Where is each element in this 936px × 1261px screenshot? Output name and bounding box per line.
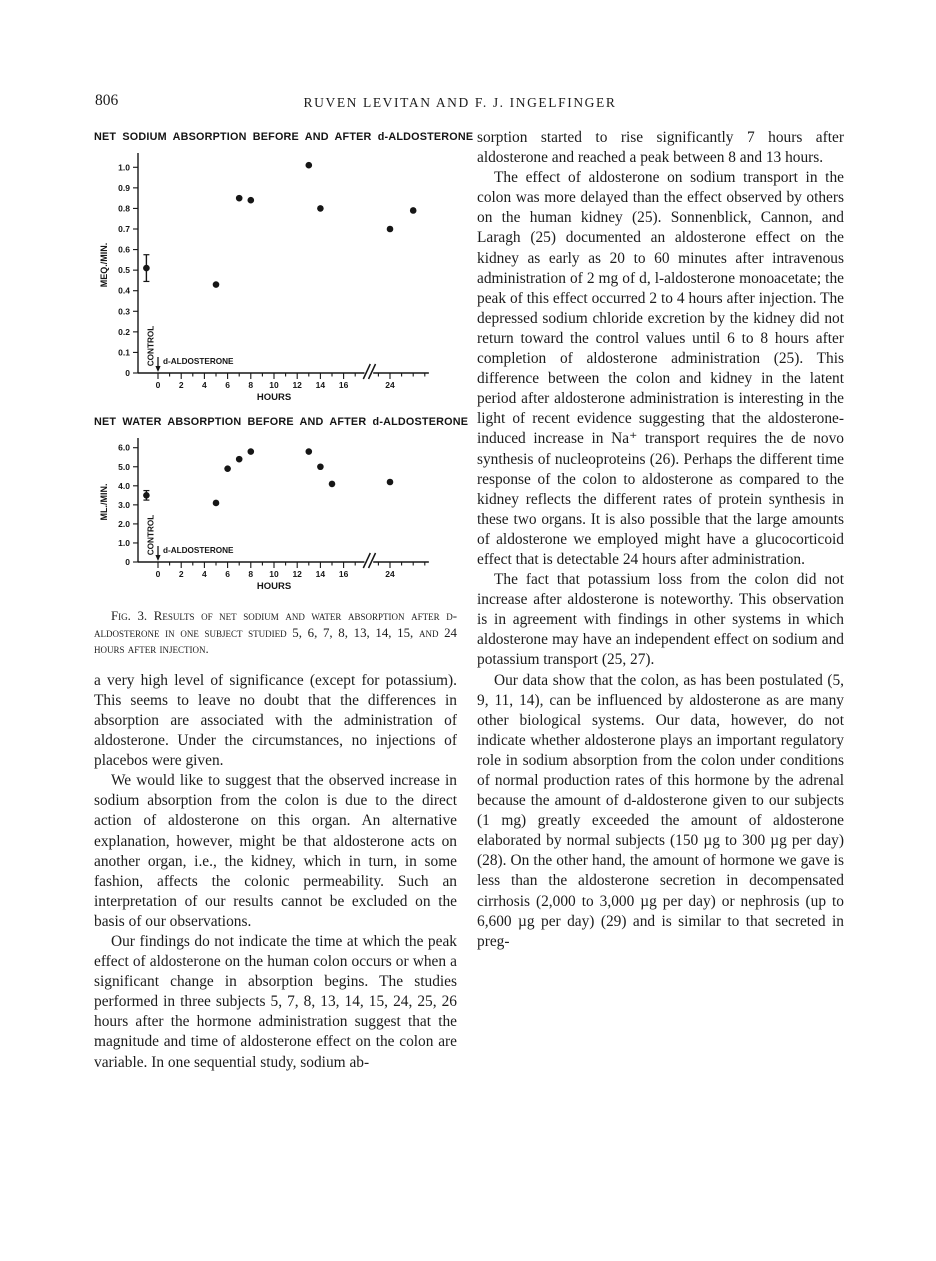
body-paragraph: sorption started to rise significantly 7 hours after aldosterone and reached a peak between 8 and 13 hours. [477, 129, 844, 167]
svg-text:6: 6 [225, 380, 230, 390]
page-number: 806 [95, 92, 119, 109]
svg-text:14: 14 [315, 380, 326, 390]
left-column [94, 131, 474, 1073]
svg-text:2.0: 2.0 [118, 518, 130, 529]
svg-text:1.0: 1.0 [118, 537, 130, 548]
body-paragraph: a very high level of significance (except for potassium). This seems to leave no doubt that the differences in absorption are associated with the administration of aldosterone. Under the circumstances, no injections of placebos were given. [94, 671, 457, 770]
svg-text:16: 16 [338, 569, 349, 579]
svg-text:0: 0 [125, 368, 130, 378]
svg-text:3.0: 3.0 [118, 499, 130, 510]
svg-text:0.6: 0.6 [118, 244, 130, 255]
svg-text:1.0: 1.0 [118, 162, 130, 173]
svg-text:12: 12 [292, 569, 302, 579]
svg-text:0: 0 [155, 569, 161, 579]
svg-text:2: 2 [178, 380, 184, 390]
water-chart-title: NET WATER ABSORPTION BEFORE AND AFTER d-ALDOSTERONE [94, 416, 469, 428]
svg-text:2: 2 [178, 569, 184, 579]
svg-text:MEQ./MIN.: MEQ./MIN. [99, 242, 109, 288]
body-paragraph: The effect of aldosterone on sodium transport in the colon was more delayed than the effect observed by others on the human kidney (25). Sonnenblick, Cannon, and Laragh (25) documented an aldosterone effect on the kidney as early as 20 to 60 minutes after intravenous administration of 2 mg of d, l-aldosterone monoacetate; the peak of this effect occurred 2 to 4 hours after injection. The depressed sodium chloride excretion by the kidney did not return toward the control values until 6 to 8 hours after completion of aldosterone administration (25). This difference between the colon and kidney in the latent period after aldosterone administration is interesting in the light of recent evidence suggesting that the aldosterone-induced increase in Na⁺ transport requires the de novo synthesis of nucleoproteins (26). Perhaps the different time response of the colon to aldosterone as compared to the kidney reflects the different rates of protein synthesis in these two organs. It is also possible that the large amounts of aldosterone we employed might have a glucocorticoid effect that is detectable 24 hours after administration. [477, 169, 844, 568]
svg-text:8: 8 [248, 380, 254, 390]
svg-text:6.0: 6.0 [118, 442, 130, 453]
sodium-chart-title: NET SODIUM ABSORPTION BEFORE AND AFTER d-ALDOSTERONE [94, 131, 474, 143]
svg-text:16: 16 [338, 380, 349, 390]
svg-text:8: 8 [248, 569, 254, 579]
svg-text:HOURS: HOURS [256, 392, 292, 403]
svg-text:4: 4 [202, 569, 207, 579]
svg-text:12: 12 [292, 380, 302, 390]
water-absorption-chart [94, 428, 456, 598]
svg-text:0.1: 0.1 [118, 347, 130, 358]
svg-text:4.0: 4.0 [118, 480, 130, 491]
svg-text:ML./MIN.: ML./MIN. [99, 483, 109, 521]
svg-text:0.4: 0.4 [118, 285, 130, 296]
svg-text:d-ALDOSTERONE: d-ALDOSTERONE [163, 546, 234, 555]
svg-text:CONTROL: CONTROL [146, 514, 156, 556]
svg-text:CONTROL: CONTROL [146, 325, 156, 367]
svg-text:6: 6 [225, 569, 230, 579]
right-column [477, 128, 844, 952]
figure-3 [94, 131, 474, 658]
svg-text:0.2: 0.2 [118, 326, 130, 337]
svg-text:10: 10 [269, 380, 279, 390]
svg-text:0: 0 [125, 557, 130, 567]
left-column-text [94, 671, 457, 1073]
svg-text:10: 10 [269, 569, 279, 579]
svg-text:5.0: 5.0 [118, 461, 130, 472]
running-head: RUVEN LEVITAN AND F. J. INGELFINGER [303, 95, 617, 110]
body-paragraph: Our findings do not indicate the time at which the peak effect of aldosterone on the human colon occurs or when a significant change in absorption begins. The studies performed in three subjects 5, 7, 8, 13, 14, 15, 24, 25, 26 hours after the hormone administration suggest that the magnitude and time of aldosterone effect on the colon are variable. In one sequential study, sodium ab- [94, 933, 457, 1071]
figure-caption: Fig. 3. Results of net sodium and water absorption after d-aldosterone in one subject studied 5, 6, 7, 8, 13, 14, 15, and 24 hours after injection. [94, 609, 457, 657]
svg-text:4: 4 [202, 380, 207, 390]
svg-text:0: 0 [155, 380, 161, 390]
svg-text:d-ALDOSTERONE: d-ALDOSTERONE [163, 357, 234, 366]
sodium-absorption-chart [94, 143, 456, 409]
svg-text:0.9: 0.9 [118, 182, 130, 193]
body-paragraph: We would like to suggest that the observed increase in sodium absorption from the colon is due to the direct action of aldosterone on this organ. An alternative explanation, however, might be that aldosterone acts on another organ, i.e., the kidney, which in turn, in some fashion, affects the colonic permeability. Such an interpretation of our results cannot be excluded on the basis of our observations. [94, 772, 457, 930]
body-paragraph: Our data show that the colon, as has been postulated (5, 9, 11, 14), can be influenced by aldosterone as are many other biological systems. Our data, however, do not indicate whether aldosterone plays an important regulatory role in sodium absorption from the colon under conditions of normal production rates of this hormone by the adrenal because the amount of d-aldosterone given to our subjects (1 mg) greatly exceeded the amount of aldosterone elaborated by normal subjects (150 µg to 300 µg per day) (28). On the other hand, the amount of hormone we gave is less than the aldosterone secretion in decompensated cirrhosis (2,000 to 3,000 µg per day) or nephrosis (up to 6,600 µg per day) (29) and is similar to that secreted in preg- [477, 671, 844, 950]
svg-text:24: 24 [385, 569, 395, 579]
svg-text:0.8: 0.8 [118, 203, 130, 214]
svg-text:0.7: 0.7 [118, 224, 130, 234]
svg-text:HOURS: HOURS [256, 581, 292, 592]
svg-text:14: 14 [315, 569, 326, 579]
svg-text:24: 24 [385, 380, 395, 390]
body-paragraph: The fact that potassium loss from the colon did not increase after aldosterone is noteworthy. This observation is in agreement with findings in other systems in which aldosterone may have an independent effect on sodium and potassium transport (25, 27). [477, 571, 844, 669]
svg-text:0.3: 0.3 [118, 306, 130, 317]
svg-text:0.5: 0.5 [118, 265, 130, 276]
